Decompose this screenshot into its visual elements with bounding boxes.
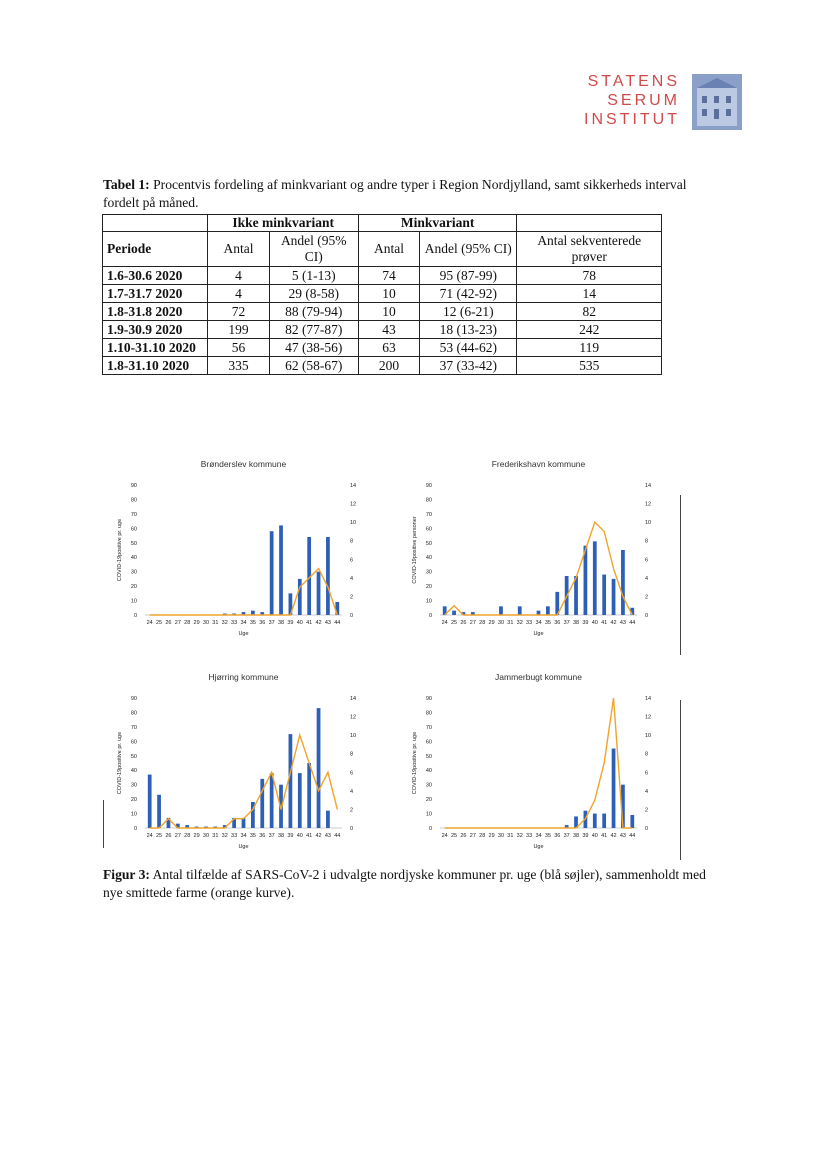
x-tick-label: 41 bbox=[601, 620, 608, 626]
x-tick-label: 26 bbox=[460, 620, 467, 626]
bar bbox=[279, 525, 283, 615]
y-tick-label: 30 bbox=[425, 569, 432, 576]
bar bbox=[307, 763, 311, 828]
x-tick-label: 31 bbox=[212, 833, 219, 839]
x-tick-label: 30 bbox=[497, 620, 505, 626]
x-tick-label: 40 bbox=[591, 833, 598, 839]
y-axis-label: COVID-19positive pr. uge bbox=[117, 731, 123, 795]
x-tick-label: 28 bbox=[479, 833, 486, 839]
chart-bronderslev bbox=[110, 455, 370, 655]
x-tick-label: 30 bbox=[202, 833, 210, 839]
bar bbox=[499, 606, 503, 615]
y2-tick-label: 8 bbox=[350, 538, 354, 545]
y2-tick-label: 2 bbox=[645, 807, 649, 814]
y2-tick-label: 8 bbox=[645, 751, 649, 758]
y-tick-label: 10 bbox=[425, 598, 432, 605]
ssi-logo bbox=[584, 72, 750, 136]
x-tick-label: 39 bbox=[582, 833, 589, 839]
bar bbox=[326, 537, 330, 615]
bar bbox=[326, 811, 330, 828]
y-tick-label: 0 bbox=[428, 613, 432, 619]
x-tick-label: 28 bbox=[479, 620, 486, 626]
bar bbox=[612, 579, 616, 615]
bar bbox=[593, 541, 597, 615]
x-tick-label: 42 bbox=[610, 833, 617, 839]
chart-hjorring bbox=[110, 668, 370, 868]
y-tick-label: 40 bbox=[130, 768, 137, 775]
y-tick-label: 80 bbox=[425, 710, 432, 717]
y-tick-label: 50 bbox=[425, 540, 432, 547]
y2-tick-label: 4 bbox=[350, 788, 354, 795]
y-tick-label: 10 bbox=[130, 598, 137, 605]
y2-tick-label: 12 bbox=[645, 714, 652, 721]
bar bbox=[452, 611, 456, 615]
y2-tick-label: 12 bbox=[350, 501, 357, 508]
chart-svg bbox=[110, 455, 370, 655]
y2-tick-label: 8 bbox=[350, 751, 354, 758]
margin-line bbox=[680, 495, 681, 655]
x-tick-label: 27 bbox=[469, 833, 476, 839]
x-tick-label: 43 bbox=[619, 833, 626, 839]
chart-svg bbox=[110, 668, 370, 868]
y2-tick-label: 10 bbox=[645, 733, 652, 740]
x-tick-label: 34 bbox=[535, 620, 542, 626]
y-tick-label: 20 bbox=[425, 584, 432, 591]
col-header: Andel (95% CI) bbox=[420, 232, 517, 267]
x-tick-label: 37 bbox=[268, 833, 275, 839]
y2-tick-label: 14 bbox=[350, 483, 357, 489]
bar bbox=[317, 572, 321, 615]
x-tick-label: 41 bbox=[306, 620, 313, 626]
margin-line bbox=[680, 700, 681, 860]
x-tick-label: 41 bbox=[306, 833, 313, 839]
x-tick-label: 36 bbox=[554, 620, 561, 626]
y2-tick-label: 2 bbox=[350, 594, 354, 601]
x-tick-label: 31 bbox=[507, 620, 514, 626]
x-tick-label: 24 bbox=[146, 620, 153, 626]
bar bbox=[602, 575, 606, 615]
x-tick-label: 43 bbox=[619, 620, 626, 626]
table-group-header-row bbox=[103, 215, 662, 232]
y2-tick-label: 0 bbox=[645, 613, 649, 619]
y-tick-label: 80 bbox=[130, 497, 137, 504]
x-tick-label: 29 bbox=[488, 833, 495, 839]
y-tick-label: 70 bbox=[425, 724, 432, 731]
x-tick-label: 27 bbox=[174, 620, 181, 626]
table-header-row bbox=[103, 232, 662, 267]
x-tick-label: 26 bbox=[165, 833, 172, 839]
y2-tick-label: 0 bbox=[350, 613, 354, 619]
bar bbox=[593, 814, 597, 828]
x-tick-label: 29 bbox=[193, 620, 200, 626]
y2-tick-label: 0 bbox=[350, 826, 354, 832]
y-tick-label: 70 bbox=[130, 511, 137, 518]
y-tick-label: 90 bbox=[130, 696, 137, 702]
x-tick-label: 37 bbox=[563, 620, 570, 626]
table-row: 1.6-30.6 2020 4 5 (1-13) 74 95 (87-99) 78 bbox=[103, 267, 662, 285]
x-tick-label: 30 bbox=[202, 620, 210, 626]
x-axis-label: Uge bbox=[238, 844, 249, 850]
x-tick-label: 36 bbox=[259, 833, 266, 839]
y2-tick-label: 8 bbox=[645, 538, 649, 545]
x-tick-label: 25 bbox=[451, 833, 458, 839]
x-tick-label: 44 bbox=[629, 620, 636, 626]
x-tick-label: 32 bbox=[516, 833, 523, 839]
x-tick-label: 39 bbox=[287, 833, 294, 839]
x-tick-label: 26 bbox=[165, 620, 172, 626]
y2-tick-label: 12 bbox=[350, 714, 357, 721]
x-tick-label: 38 bbox=[572, 620, 580, 626]
x-axis-label: Uge bbox=[238, 631, 249, 637]
x-tick-label: 44 bbox=[334, 620, 341, 626]
bar bbox=[612, 749, 616, 828]
y-tick-label: 40 bbox=[425, 768, 432, 775]
x-tick-label: 34 bbox=[240, 620, 247, 626]
x-tick-label: 28 bbox=[184, 620, 191, 626]
y-tick-label: 30 bbox=[130, 782, 137, 789]
x-tick-label: 28 bbox=[184, 833, 191, 839]
y-tick-label: 10 bbox=[425, 811, 432, 818]
y-tick-label: 60 bbox=[425, 739, 432, 746]
table-row: 1.7-31.7 2020 4 29 (8-58) 10 71 (42-92) 14 bbox=[103, 285, 662, 303]
x-tick-label: 39 bbox=[287, 620, 294, 626]
chart-title: Hjørring kommune bbox=[208, 672, 279, 682]
col-header: Antal bbox=[358, 232, 419, 267]
x-tick-label: 38 bbox=[572, 833, 580, 839]
x-tick-label: 36 bbox=[554, 833, 561, 839]
y2-tick-label: 14 bbox=[645, 696, 652, 702]
y-axis-label: COVID-19positive pr. uge bbox=[412, 731, 418, 795]
distribution-table bbox=[102, 214, 662, 375]
col-header: Periode bbox=[103, 232, 208, 267]
y2-tick-label: 4 bbox=[645, 575, 649, 582]
x-tick-label: 35 bbox=[249, 833, 256, 839]
x-tick-label: 24 bbox=[441, 833, 448, 839]
x-tick-label: 32 bbox=[221, 620, 228, 626]
table-row: 1.9-30.9 2020 199 82 (77-87) 43 18 (13-23) 242 bbox=[103, 321, 662, 339]
x-tick-label: 40 bbox=[296, 833, 303, 839]
x-tick-label: 37 bbox=[268, 620, 275, 626]
y-tick-label: 90 bbox=[425, 696, 432, 702]
y-tick-label: 50 bbox=[130, 540, 137, 547]
x-tick-label: 39 bbox=[582, 620, 589, 626]
x-tick-label: 24 bbox=[441, 620, 448, 626]
x-tick-label: 29 bbox=[488, 620, 495, 626]
bar bbox=[630, 815, 634, 828]
table-row: 1.8-31.10 2020 335 62 (58-67) 200 37 (33-42) 535 bbox=[103, 357, 662, 375]
bar bbox=[518, 606, 522, 615]
x-tick-label: 43 bbox=[324, 833, 331, 839]
y-tick-label: 60 bbox=[425, 526, 432, 533]
x-tick-label: 27 bbox=[469, 620, 476, 626]
col-header: Antal sekventerede prøver bbox=[517, 232, 662, 267]
x-tick-label: 25 bbox=[156, 620, 163, 626]
chart-svg bbox=[405, 668, 665, 868]
x-tick-label: 33 bbox=[526, 620, 533, 626]
y2-tick-label: 0 bbox=[645, 826, 649, 832]
x-axis-label: Uge bbox=[533, 631, 544, 637]
x-tick-label: 31 bbox=[212, 620, 219, 626]
x-tick-label: 33 bbox=[526, 833, 533, 839]
y2-tick-label: 6 bbox=[645, 770, 649, 777]
x-tick-label: 41 bbox=[601, 833, 608, 839]
y2-tick-label: 10 bbox=[645, 520, 652, 527]
table-row: 1.10-31.10 2020 56 47 (38-56) 63 53 (44-62) 119 bbox=[103, 339, 662, 357]
table-row: 1.8-31.8 2020 72 88 (79-94) 10 12 (6-21) 82 bbox=[103, 303, 662, 321]
building-seal-icon bbox=[692, 74, 742, 130]
y2-tick-label: 14 bbox=[350, 696, 357, 702]
col-header: Andel (95% CI) bbox=[269, 232, 358, 267]
y2-tick-label: 6 bbox=[350, 557, 354, 564]
x-tick-label: 33 bbox=[231, 833, 238, 839]
bar bbox=[546, 606, 550, 615]
y-tick-label: 40 bbox=[130, 555, 137, 562]
bar bbox=[298, 773, 302, 828]
y2-tick-label: 10 bbox=[350, 733, 357, 740]
x-tick-label: 29 bbox=[193, 833, 200, 839]
y-tick-label: 10 bbox=[130, 811, 137, 818]
y-tick-label: 70 bbox=[425, 511, 432, 518]
series-line bbox=[445, 698, 633, 828]
y2-tick-label: 4 bbox=[645, 788, 649, 795]
bar bbox=[270, 531, 274, 615]
y2-tick-label: 12 bbox=[645, 501, 652, 508]
x-tick-label: 24 bbox=[146, 833, 153, 839]
y-tick-label: 90 bbox=[130, 483, 137, 489]
x-tick-label: 38 bbox=[277, 833, 285, 839]
y-tick-label: 50 bbox=[425, 753, 432, 760]
group-header-non-mink: Ikke minkvariant bbox=[208, 215, 359, 232]
chart-jammerbugt bbox=[405, 668, 665, 868]
x-tick-label: 34 bbox=[240, 833, 247, 839]
x-tick-label: 42 bbox=[315, 833, 322, 839]
y-axis-label: COVID-19positive pr. uge bbox=[117, 518, 123, 582]
y-tick-label: 30 bbox=[425, 782, 432, 789]
x-tick-label: 26 bbox=[460, 833, 467, 839]
y2-tick-label: 6 bbox=[645, 557, 649, 564]
x-tick-label: 34 bbox=[535, 833, 542, 839]
x-axis-label: Uge bbox=[533, 844, 544, 850]
y-tick-label: 0 bbox=[133, 613, 137, 619]
bar bbox=[298, 579, 302, 615]
y-tick-label: 80 bbox=[130, 710, 137, 717]
y-tick-label: 60 bbox=[130, 526, 137, 533]
y-tick-label: 70 bbox=[130, 724, 137, 731]
x-tick-label: 35 bbox=[249, 620, 256, 626]
y-tick-label: 20 bbox=[130, 584, 137, 591]
figure-caption: Figur 3: Antal tilfælde af SARS-CoV-2 i udvalgte nordjyske kommuner pr. uge (blå søjler), sammenholdt med nye smittede farme (orange kurve). bbox=[103, 867, 706, 900]
bar bbox=[317, 708, 321, 828]
y-tick-label: 30 bbox=[130, 569, 137, 576]
bar bbox=[148, 775, 152, 828]
logo-text: STATENS SERUM INSTITUT bbox=[584, 73, 680, 128]
y2-tick-label: 2 bbox=[645, 594, 649, 601]
x-tick-label: 35 bbox=[544, 833, 551, 839]
x-tick-label: 32 bbox=[221, 833, 228, 839]
x-tick-label: 31 bbox=[507, 833, 514, 839]
x-tick-label: 42 bbox=[315, 620, 322, 626]
y2-tick-label: 10 bbox=[350, 520, 357, 527]
x-tick-label: 36 bbox=[259, 620, 266, 626]
bar bbox=[621, 550, 625, 615]
chart-title: Jammerbugt kommune bbox=[495, 672, 582, 682]
x-tick-label: 38 bbox=[277, 620, 285, 626]
y-tick-label: 80 bbox=[425, 497, 432, 504]
y-tick-label: 0 bbox=[428, 826, 432, 832]
y-tick-label: 60 bbox=[130, 739, 137, 746]
x-tick-label: 25 bbox=[156, 833, 163, 839]
group-header-mink: Minkvariant bbox=[358, 215, 517, 232]
margin-line bbox=[103, 800, 104, 848]
bar bbox=[289, 734, 293, 828]
y2-tick-label: 6 bbox=[350, 770, 354, 777]
y2-tick-label: 2 bbox=[350, 807, 354, 814]
bar bbox=[260, 779, 264, 828]
bar bbox=[602, 814, 606, 828]
x-tick-label: 44 bbox=[629, 833, 636, 839]
y-tick-label: 20 bbox=[425, 797, 432, 804]
chart-svg bbox=[405, 455, 665, 655]
chart-frederikshavn bbox=[405, 455, 665, 655]
table-caption: Tabel 1: Procentvis fordeling af minkvariant og andre typer i Region Nordjylland, samt sikkerheds interval fordelt på måned. bbox=[103, 177, 687, 210]
y2-tick-label: 14 bbox=[645, 483, 652, 489]
y-tick-label: 20 bbox=[130, 797, 137, 804]
y-tick-label: 50 bbox=[130, 753, 137, 760]
y-tick-label: 40 bbox=[425, 555, 432, 562]
chart-title: Frederikshavn kommune bbox=[491, 459, 586, 469]
y2-tick-label: 4 bbox=[350, 575, 354, 582]
y-tick-label: 90 bbox=[425, 483, 432, 489]
chart-title: Brønderslev kommune bbox=[200, 459, 287, 469]
bar bbox=[270, 773, 274, 828]
x-tick-label: 32 bbox=[516, 620, 523, 626]
x-tick-label: 25 bbox=[451, 620, 458, 626]
bar bbox=[157, 795, 161, 828]
x-tick-label: 35 bbox=[544, 620, 551, 626]
y-tick-label: 0 bbox=[133, 826, 137, 832]
x-tick-label: 42 bbox=[610, 620, 617, 626]
x-tick-label: 40 bbox=[591, 620, 598, 626]
x-tick-label: 30 bbox=[497, 833, 505, 839]
x-tick-label: 40 bbox=[296, 620, 303, 626]
x-tick-label: 27 bbox=[174, 833, 181, 839]
x-tick-label: 43 bbox=[324, 620, 331, 626]
x-tick-label: 44 bbox=[334, 833, 341, 839]
x-tick-label: 33 bbox=[231, 620, 238, 626]
col-header: Antal bbox=[208, 232, 269, 267]
x-tick-label: 37 bbox=[563, 833, 570, 839]
y-axis-label: COVID-19positive personer bbox=[412, 516, 418, 584]
